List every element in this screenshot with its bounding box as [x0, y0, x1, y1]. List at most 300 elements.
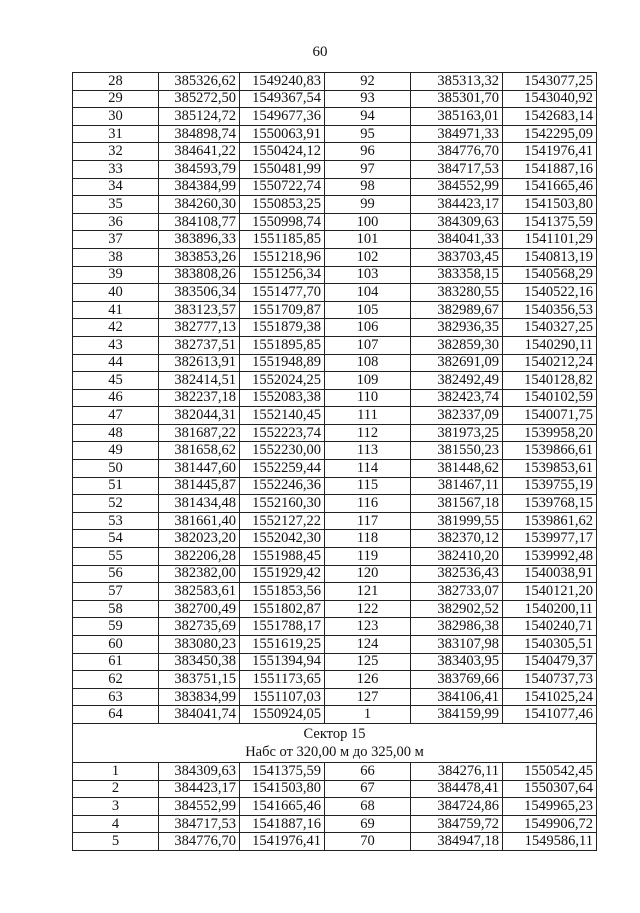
x-coordinate-cell: 384041,33 [411, 231, 503, 249]
point-number-cell: 125 [325, 653, 411, 671]
point-number-cell: 31 [73, 125, 159, 143]
x-coordinate-cell: 384759,72 [411, 815, 503, 833]
y-coordinate-cell: 1541503,80 [240, 780, 325, 798]
x-coordinate-cell: 384159,99 [411, 706, 503, 724]
x-coordinate-cell: 384106,41 [411, 688, 503, 706]
x-coordinate-cell: 382382,00 [159, 565, 240, 583]
x-coordinate-cell: 381999,55 [411, 512, 503, 530]
y-coordinate-cell: 1552160,30 [240, 495, 325, 513]
table-row [73, 248, 597, 266]
point-number-cell: 99 [325, 196, 411, 214]
point-number-cell: 122 [325, 600, 411, 618]
x-coordinate-cell: 383506,34 [159, 284, 240, 302]
point-number-cell: 38 [73, 248, 159, 266]
table-row [73, 389, 597, 407]
point-number-cell: 45 [73, 372, 159, 390]
x-coordinate-cell: 383808,26 [159, 266, 240, 284]
point-number-cell: 36 [73, 213, 159, 231]
point-number-cell: 107 [325, 336, 411, 354]
y-coordinate-cell: 1551709,87 [240, 301, 325, 319]
x-coordinate-cell: 382206,28 [159, 548, 240, 566]
page-number: 60 [312, 44, 328, 60]
y-coordinate-cell: 1541665,46 [503, 178, 597, 196]
x-coordinate-cell: 384641,22 [159, 143, 240, 161]
coordinates-block-2 [73, 762, 597, 850]
point-number-cell: 60 [73, 636, 159, 654]
x-coordinate-cell: 385326,62 [159, 73, 240, 91]
y-coordinate-cell: 1542295,09 [503, 125, 597, 143]
table-row [73, 636, 597, 654]
point-number-cell: 95 [325, 125, 411, 143]
table-row [73, 706, 597, 724]
point-number-cell: 114 [325, 460, 411, 478]
sector-subtitle: Набс от 320,00 м до 325,00 м [245, 743, 424, 760]
point-number-cell: 103 [325, 266, 411, 284]
y-coordinate-cell: 1551619,25 [240, 636, 325, 654]
x-coordinate-cell: 382337,09 [411, 407, 503, 425]
y-coordinate-cell: 1550924,05 [240, 706, 325, 724]
point-number-cell: 55 [73, 548, 159, 566]
y-coordinate-cell: 1541887,16 [503, 160, 597, 178]
x-coordinate-cell: 384309,63 [411, 213, 503, 231]
table-row [73, 284, 597, 302]
x-coordinate-cell: 384776,70 [411, 143, 503, 161]
x-coordinate-cell: 382777,13 [159, 319, 240, 337]
y-coordinate-cell: 1552246,36 [240, 477, 325, 495]
point-number-cell: 112 [325, 424, 411, 442]
point-number-cell: 121 [325, 583, 411, 601]
y-coordinate-cell: 1540522,16 [503, 284, 597, 302]
point-number-cell: 32 [73, 143, 159, 161]
x-coordinate-cell: 384276,11 [411, 762, 503, 780]
y-coordinate-cell: 1551895,85 [240, 336, 325, 354]
point-number-cell: 123 [325, 618, 411, 636]
point-number-cell: 63 [73, 688, 159, 706]
y-coordinate-cell: 1543077,25 [503, 73, 597, 91]
x-coordinate-cell: 384423,17 [159, 780, 240, 798]
y-coordinate-cell: 1539958,20 [503, 424, 597, 442]
y-coordinate-cell: 1540102,59 [503, 389, 597, 407]
x-coordinate-cell: 381447,60 [159, 460, 240, 478]
y-coordinate-cell: 1552024,25 [240, 372, 325, 390]
y-coordinate-cell: 1540240,71 [503, 618, 597, 636]
x-coordinate-cell: 381661,40 [159, 512, 240, 530]
point-number-cell: 115 [325, 477, 411, 495]
y-coordinate-cell: 1539768,15 [503, 495, 597, 513]
point-number-cell: 111 [325, 407, 411, 425]
y-coordinate-cell: 1543040,92 [503, 90, 597, 108]
x-coordinate-cell: 382044,31 [159, 407, 240, 425]
y-coordinate-cell: 1551185,85 [240, 231, 325, 249]
x-coordinate-cell: 383450,38 [159, 653, 240, 671]
table-row [73, 565, 597, 583]
y-coordinate-cell: 1542683,14 [503, 108, 597, 126]
point-number-cell: 67 [325, 780, 411, 798]
table-row [73, 125, 597, 143]
point-number-cell: 5 [73, 833, 159, 851]
table-row [73, 354, 597, 372]
point-number-cell: 110 [325, 389, 411, 407]
point-number-cell: 29 [73, 90, 159, 108]
sector-header-block [73, 723, 597, 762]
y-coordinate-cell: 1551988,45 [240, 548, 325, 566]
point-number-cell: 50 [73, 460, 159, 478]
point-number-cell: 33 [73, 160, 159, 178]
point-number-cell: 100 [325, 213, 411, 231]
sector-header-cell [73, 723, 597, 762]
y-coordinate-cell: 1540200,11 [503, 600, 597, 618]
x-coordinate-cell: 384041,74 [159, 706, 240, 724]
y-coordinate-cell: 1539755,19 [503, 477, 597, 495]
point-number-cell: 49 [73, 442, 159, 460]
x-coordinate-cell: 381445,87 [159, 477, 240, 495]
y-coordinate-cell: 1551948,89 [240, 354, 325, 372]
y-coordinate-cell: 1552127,22 [240, 512, 325, 530]
y-coordinate-cell: 1551107,03 [240, 688, 325, 706]
y-coordinate-cell: 1540356,53 [503, 301, 597, 319]
x-coordinate-cell: 382423,74 [411, 389, 503, 407]
table-row [73, 231, 597, 249]
y-coordinate-cell: 1552230,00 [240, 442, 325, 460]
point-number-cell: 42 [73, 319, 159, 337]
x-coordinate-cell: 384898,74 [159, 125, 240, 143]
x-coordinate-cell: 382986,38 [411, 618, 503, 636]
x-coordinate-cell: 384108,77 [159, 213, 240, 231]
point-number-cell: 41 [73, 301, 159, 319]
table-row [73, 530, 597, 548]
x-coordinate-cell: 382370,12 [411, 530, 503, 548]
point-number-cell: 102 [325, 248, 411, 266]
point-number-cell: 2 [73, 780, 159, 798]
point-number-cell: 109 [325, 372, 411, 390]
point-number-cell: 43 [73, 336, 159, 354]
point-number-cell: 59 [73, 618, 159, 636]
point-number-cell: 126 [325, 671, 411, 689]
y-coordinate-cell: 1541101,29 [503, 231, 597, 249]
y-coordinate-cell: 1550853,25 [240, 196, 325, 214]
x-coordinate-cell: 384717,53 [411, 160, 503, 178]
table-row [73, 780, 597, 798]
x-coordinate-cell: 381467,11 [411, 477, 503, 495]
y-coordinate-cell: 1549906,72 [503, 815, 597, 833]
coordinates-table [72, 72, 597, 851]
y-coordinate-cell: 1541665,46 [240, 798, 325, 816]
point-number-cell: 52 [73, 495, 159, 513]
point-number-cell: 54 [73, 530, 159, 548]
y-coordinate-cell: 1551173,65 [240, 671, 325, 689]
y-coordinate-cell: 1540305,51 [503, 636, 597, 654]
point-number-cell: 58 [73, 600, 159, 618]
point-number-cell: 98 [325, 178, 411, 196]
point-number-cell: 57 [73, 583, 159, 601]
y-coordinate-cell: 1540290,11 [503, 336, 597, 354]
table-row [73, 583, 597, 601]
point-number-cell: 116 [325, 495, 411, 513]
x-coordinate-cell: 382691,09 [411, 354, 503, 372]
x-coordinate-cell: 381434,48 [159, 495, 240, 513]
point-number-cell: 106 [325, 319, 411, 337]
y-coordinate-cell: 1539866,61 [503, 442, 597, 460]
y-coordinate-cell: 1550542,45 [503, 762, 597, 780]
x-coordinate-cell: 382536,43 [411, 565, 503, 583]
point-number-cell: 51 [73, 477, 159, 495]
point-number-cell: 68 [325, 798, 411, 816]
y-coordinate-cell: 1551218,96 [240, 248, 325, 266]
point-number-cell: 120 [325, 565, 411, 583]
point-number-cell: 44 [73, 354, 159, 372]
y-coordinate-cell: 1551394,94 [240, 653, 325, 671]
y-coordinate-cell: 1549367,54 [240, 90, 325, 108]
y-coordinate-cell: 1549586,11 [503, 833, 597, 851]
x-coordinate-cell: 382737,51 [159, 336, 240, 354]
y-coordinate-cell: 1551477,70 [240, 284, 325, 302]
point-number-cell: 4 [73, 815, 159, 833]
y-coordinate-cell: 1550722,74 [240, 178, 325, 196]
x-coordinate-cell: 384776,70 [159, 833, 240, 851]
x-coordinate-cell: 384593,79 [159, 160, 240, 178]
point-number-cell: 37 [73, 231, 159, 249]
table-row [73, 178, 597, 196]
y-coordinate-cell: 1550481,99 [240, 160, 325, 178]
table-row [73, 424, 597, 442]
y-coordinate-cell: 1551853,56 [240, 583, 325, 601]
point-number-cell: 92 [325, 73, 411, 91]
table-row [73, 833, 597, 851]
point-number-cell: 46 [73, 389, 159, 407]
table-row [73, 548, 597, 566]
point-number-cell: 61 [73, 653, 159, 671]
x-coordinate-cell: 382613,91 [159, 354, 240, 372]
x-coordinate-cell: 381973,25 [411, 424, 503, 442]
x-coordinate-cell: 382936,35 [411, 319, 503, 337]
y-coordinate-cell: 1541976,41 [240, 833, 325, 851]
x-coordinate-cell: 381448,62 [411, 460, 503, 478]
y-coordinate-cell: 1539853,61 [503, 460, 597, 478]
y-coordinate-cell: 1540479,37 [503, 653, 597, 671]
x-coordinate-cell: 381658,62 [159, 442, 240, 460]
point-number-cell: 69 [325, 815, 411, 833]
point-number-cell: 108 [325, 354, 411, 372]
x-coordinate-cell: 383896,33 [159, 231, 240, 249]
y-coordinate-cell: 1550307,64 [503, 780, 597, 798]
y-coordinate-cell: 1551879,38 [240, 319, 325, 337]
point-number-cell: 96 [325, 143, 411, 161]
y-coordinate-cell: 1549965,23 [503, 798, 597, 816]
table-row [73, 196, 597, 214]
table-row [73, 336, 597, 354]
table-row [73, 600, 597, 618]
y-coordinate-cell: 1549677,36 [240, 108, 325, 126]
x-coordinate-cell: 384309,63 [159, 762, 240, 780]
y-coordinate-cell: 1551788,17 [240, 618, 325, 636]
y-coordinate-cell: 1551802,87 [240, 600, 325, 618]
x-coordinate-cell: 384724,86 [411, 798, 503, 816]
point-number-cell: 113 [325, 442, 411, 460]
table-row [73, 319, 597, 337]
y-coordinate-cell: 1541976,41 [503, 143, 597, 161]
table-row [73, 762, 597, 780]
table-row [73, 798, 597, 816]
point-number-cell: 93 [325, 90, 411, 108]
x-coordinate-cell: 383853,26 [159, 248, 240, 266]
point-number-cell: 101 [325, 231, 411, 249]
y-coordinate-cell: 1541375,59 [240, 762, 325, 780]
table-row [73, 213, 597, 231]
point-number-cell: 39 [73, 266, 159, 284]
point-number-cell: 66 [325, 762, 411, 780]
table-row [73, 90, 597, 108]
x-coordinate-cell: 385163,01 [411, 108, 503, 126]
x-coordinate-cell: 382237,18 [159, 389, 240, 407]
y-coordinate-cell: 1552223,74 [240, 424, 325, 442]
point-number-cell: 64 [73, 706, 159, 724]
x-coordinate-cell: 384717,53 [159, 815, 240, 833]
sector-header-row [73, 723, 597, 762]
y-coordinate-cell: 1539992,48 [503, 548, 597, 566]
x-coordinate-cell: 382989,67 [411, 301, 503, 319]
x-coordinate-cell: 383358,15 [411, 266, 503, 284]
table-row [73, 460, 597, 478]
y-coordinate-cell: 1552259,44 [240, 460, 325, 478]
point-number-cell: 70 [325, 833, 411, 851]
point-number-cell: 3 [73, 798, 159, 816]
point-number-cell: 48 [73, 424, 159, 442]
x-coordinate-cell: 384552,99 [159, 798, 240, 816]
point-number-cell: 119 [325, 548, 411, 566]
x-coordinate-cell: 382902,52 [411, 600, 503, 618]
table-row [73, 73, 597, 91]
y-coordinate-cell: 1540327,25 [503, 319, 597, 337]
table-row [73, 477, 597, 495]
point-number-cell: 53 [73, 512, 159, 530]
y-coordinate-cell: 1541025,24 [503, 688, 597, 706]
table-row [73, 618, 597, 636]
x-coordinate-cell: 382700,49 [159, 600, 240, 618]
x-coordinate-cell: 383769,66 [411, 671, 503, 689]
point-number-cell: 28 [73, 73, 159, 91]
y-coordinate-cell: 1541503,80 [503, 196, 597, 214]
x-coordinate-cell: 384384,99 [159, 178, 240, 196]
coordinates-block-1 [73, 73, 597, 724]
y-coordinate-cell: 1551256,34 [240, 266, 325, 284]
y-coordinate-cell: 1539861,62 [503, 512, 597, 530]
table-row [73, 653, 597, 671]
table-row [73, 815, 597, 833]
x-coordinate-cell: 385301,70 [411, 90, 503, 108]
x-coordinate-cell: 383107,98 [411, 636, 503, 654]
table-row [73, 495, 597, 513]
y-coordinate-cell: 1550424,12 [240, 143, 325, 161]
y-coordinate-cell: 1552140,45 [240, 407, 325, 425]
point-number-cell: 118 [325, 530, 411, 548]
point-number-cell: 1 [325, 706, 411, 724]
y-coordinate-cell: 1540568,29 [503, 266, 597, 284]
x-coordinate-cell: 382735,69 [159, 618, 240, 636]
x-coordinate-cell: 384478,41 [411, 780, 503, 798]
x-coordinate-cell: 382023,20 [159, 530, 240, 548]
point-number-cell: 30 [73, 108, 159, 126]
table-row [73, 688, 597, 706]
point-number-cell: 40 [73, 284, 159, 302]
y-coordinate-cell: 1552083,38 [240, 389, 325, 407]
table-row [73, 160, 597, 178]
table-row [73, 442, 597, 460]
point-number-cell: 62 [73, 671, 159, 689]
y-coordinate-cell: 1540121,20 [503, 583, 597, 601]
y-coordinate-cell: 1552042,30 [240, 530, 325, 548]
point-number-cell: 105 [325, 301, 411, 319]
point-number-cell: 56 [73, 565, 159, 583]
x-coordinate-cell: 385124,72 [159, 108, 240, 126]
table-row [73, 108, 597, 126]
y-coordinate-cell: 1541887,16 [240, 815, 325, 833]
x-coordinate-cell: 381567,18 [411, 495, 503, 513]
y-coordinate-cell: 1540737,73 [503, 671, 597, 689]
x-coordinate-cell: 382492,49 [411, 372, 503, 390]
y-coordinate-cell: 1540212,24 [503, 354, 597, 372]
point-number-cell: 124 [325, 636, 411, 654]
x-coordinate-cell: 382859,30 [411, 336, 503, 354]
x-coordinate-cell: 383280,55 [411, 284, 503, 302]
x-coordinate-cell: 383751,15 [159, 671, 240, 689]
point-number-cell: 35 [73, 196, 159, 214]
table-row [73, 407, 597, 425]
y-coordinate-cell: 1540128,82 [503, 372, 597, 390]
table-row [73, 143, 597, 161]
x-coordinate-cell: 382410,20 [411, 548, 503, 566]
y-coordinate-cell: 1550998,74 [240, 213, 325, 231]
x-coordinate-cell: 383703,45 [411, 248, 503, 266]
x-coordinate-cell: 383403,95 [411, 653, 503, 671]
x-coordinate-cell: 385272,50 [159, 90, 240, 108]
x-coordinate-cell: 383123,57 [159, 301, 240, 319]
point-number-cell: 1 [73, 762, 159, 780]
y-coordinate-cell: 1540038,91 [503, 565, 597, 583]
table-row [73, 512, 597, 530]
x-coordinate-cell: 382583,61 [159, 583, 240, 601]
x-coordinate-cell: 381687,22 [159, 424, 240, 442]
y-coordinate-cell: 1549240,83 [240, 73, 325, 91]
x-coordinate-cell: 381550,23 [411, 442, 503, 460]
y-coordinate-cell: 1551929,42 [240, 565, 325, 583]
point-number-cell: 47 [73, 407, 159, 425]
point-number-cell: 94 [325, 108, 411, 126]
y-coordinate-cell: 1541077,46 [503, 706, 597, 724]
y-coordinate-cell: 1540071,75 [503, 407, 597, 425]
y-coordinate-cell: 1541375,59 [503, 213, 597, 231]
x-coordinate-cell: 382733,07 [411, 583, 503, 601]
point-number-cell: 97 [325, 160, 411, 178]
y-coordinate-cell: 1540813,19 [503, 248, 597, 266]
x-coordinate-cell: 385313,32 [411, 73, 503, 91]
table-row [73, 266, 597, 284]
point-number-cell: 34 [73, 178, 159, 196]
x-coordinate-cell: 383080,23 [159, 636, 240, 654]
x-coordinate-cell: 384947,18 [411, 833, 503, 851]
sector-title: Сектор 15 [303, 725, 366, 742]
x-coordinate-cell: 384423,17 [411, 196, 503, 214]
table-row [73, 301, 597, 319]
y-coordinate-cell: 1539977,17 [503, 530, 597, 548]
x-coordinate-cell: 384552,99 [411, 178, 503, 196]
y-coordinate-cell: 1550063,91 [240, 125, 325, 143]
x-coordinate-cell: 384971,33 [411, 125, 503, 143]
point-number-cell: 127 [325, 688, 411, 706]
point-number-cell: 117 [325, 512, 411, 530]
table-row [73, 372, 597, 390]
table-row [73, 671, 597, 689]
x-coordinate-cell: 382414,51 [159, 372, 240, 390]
